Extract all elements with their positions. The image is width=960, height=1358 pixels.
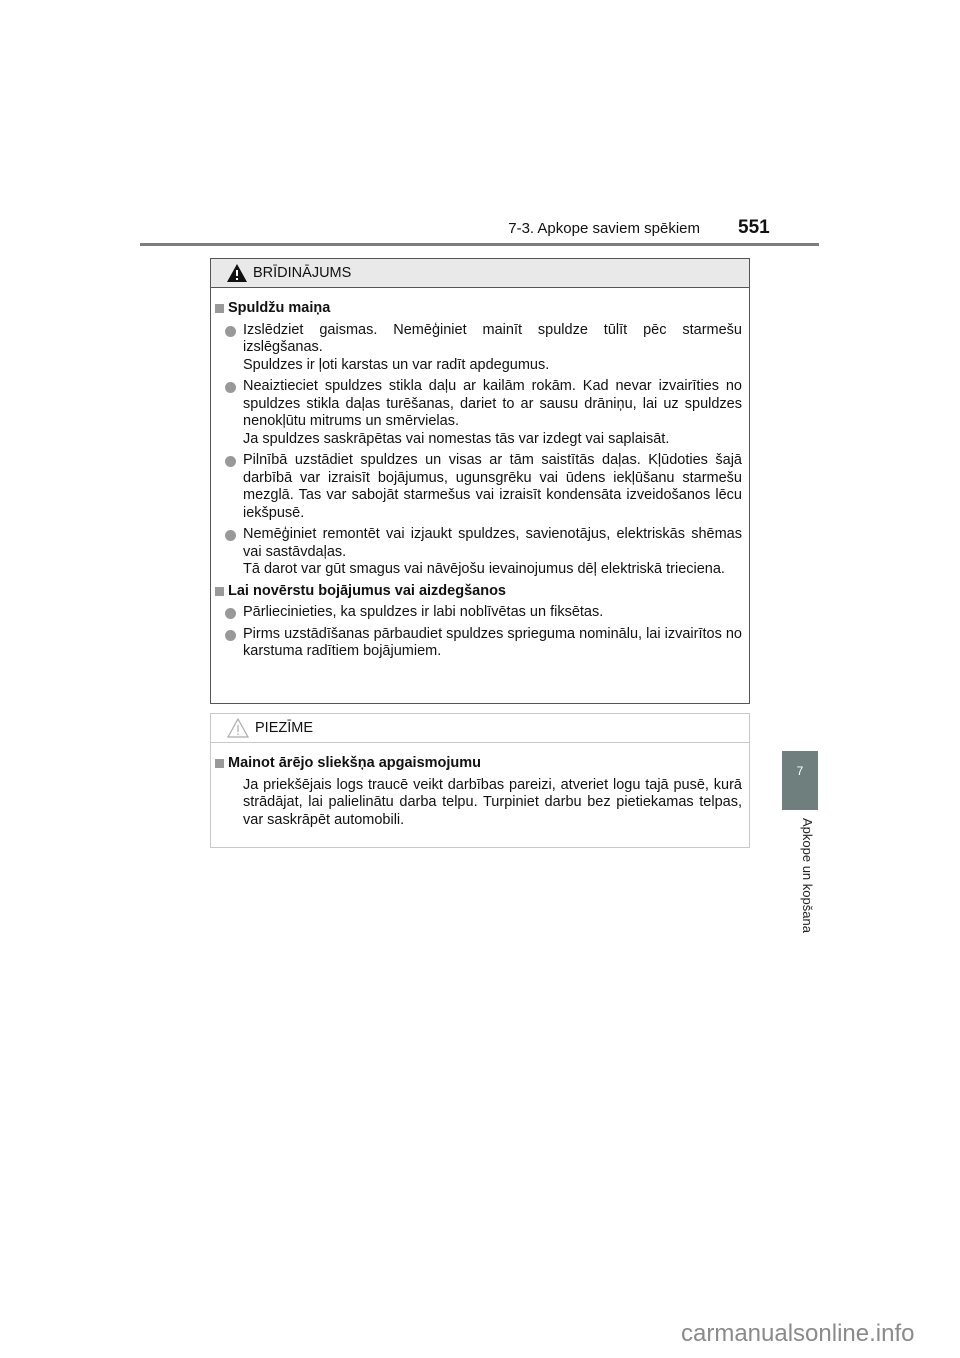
warning-content (211, 288, 749, 661)
bullet-item (215, 526, 742, 579)
square-bullet-icon (215, 759, 224, 768)
note-content (211, 743, 749, 829)
section-title-text: Spuldžu maiņa (228, 300, 331, 316)
bullet-item (215, 452, 742, 522)
bullet-text: Pirms uzstādīšanas pārbaudiet spuldzes sprieguma nominālu, lai izvairītos no karstuma radītiem bojājumiem. (243, 625, 742, 659)
warning-title: BRĪDINĀJUMS (253, 265, 352, 281)
note-box (210, 713, 750, 848)
page-number: 551 (738, 217, 770, 238)
square-bullet-icon (215, 304, 224, 313)
chapter-tab[interactable]: 7 (782, 751, 818, 810)
bullet-item (215, 378, 742, 448)
square-bullet-icon (215, 587, 224, 596)
bullet-text: Spuldzes ir ļoti karstas un var radīt apdegumus. (243, 356, 550, 373)
note-text: Ja priekšējais logs traucē veikt darbības pareizi, atveriet logu tajā pusē, kurā strādājat, lai palielinātu darba telpu. Turpiniet darbu bez pietiekamas telpas, var saskrāpēt automobili. (243, 776, 742, 828)
round-bullet-icon (225, 630, 236, 641)
watermark: carmanualsonline.info (681, 1320, 915, 1347)
caution-icon (227, 718, 249, 738)
note-header (211, 714, 749, 743)
bullet-text: Tā darot var gūt smagus vai nāvējošu ievainojumus dēļ elektriskā trieciena. (243, 561, 725, 577)
warning-section-title (215, 300, 742, 318)
section-header: 7-3. Apkope saviem spēkiem (508, 220, 700, 237)
note-section-title-text: Mainot ārējo sliekšņa apgaismojumu (228, 755, 482, 771)
bullet-item (215, 322, 742, 375)
bullet-item (215, 626, 742, 661)
bullet-text: Pārliecinieties, ka spuldzes ir labi noblīvētas un fiksētas. (243, 604, 604, 620)
bullet-item (215, 604, 742, 622)
bullet-text: Pilnībā uzstādiet spuldzes un visas ar tām saistītās daļas. Kļūdoties šajā darbībā var izraisīt bojājumus, ugunsgrēku vai ūdens iekļūšanu starmešu mezglā. Tas var sabojāt starmešus vai izraisīt kondensāta izveidošanos lēcu iekšpusē. (243, 452, 742, 521)
bullet-text: Ja spuldzes saskrāpētas vai nomestas tās var izdegt vai saplaisāt. (243, 430, 670, 447)
note-section-title (215, 755, 742, 773)
warning-box (210, 258, 750, 704)
header-rule (140, 243, 819, 246)
note-title: PIEZĪME (255, 720, 314, 736)
round-bullet-icon (225, 456, 236, 467)
chapter-title: Apkope un kopšana (800, 818, 815, 933)
bullet-text: Izslēdziet gaismas. Nemēģiniet mainīt spuldze tūlīt pēc starmešu izslēgšanas. (243, 321, 742, 355)
warning-section-title (215, 583, 742, 601)
bullet-text: Neaiztieciet spuldzes stikla daļu ar kailām rokām. Kad nevar izvairīties no spuldzes stikla daļas turēšanas, dariet to ar sausu drāniņu, lai uz spuldzes nenokļūtu mitrums un smērvielas. (243, 378, 742, 429)
round-bullet-icon (225, 608, 236, 619)
bullet-text: Nemēģiniet remontēt vai izjaukt spuldzes, savienotājus, elektriskās shēmas vai sastāvdaļas. (243, 526, 742, 560)
warning-icon (227, 264, 247, 282)
section-title-text: Lai novērstu bojājumus vai aizdegšanos (228, 582, 506, 599)
round-bullet-icon (225, 326, 236, 337)
round-bullet-icon (225, 382, 236, 393)
warning-header (211, 259, 749, 288)
round-bullet-icon (225, 530, 236, 541)
